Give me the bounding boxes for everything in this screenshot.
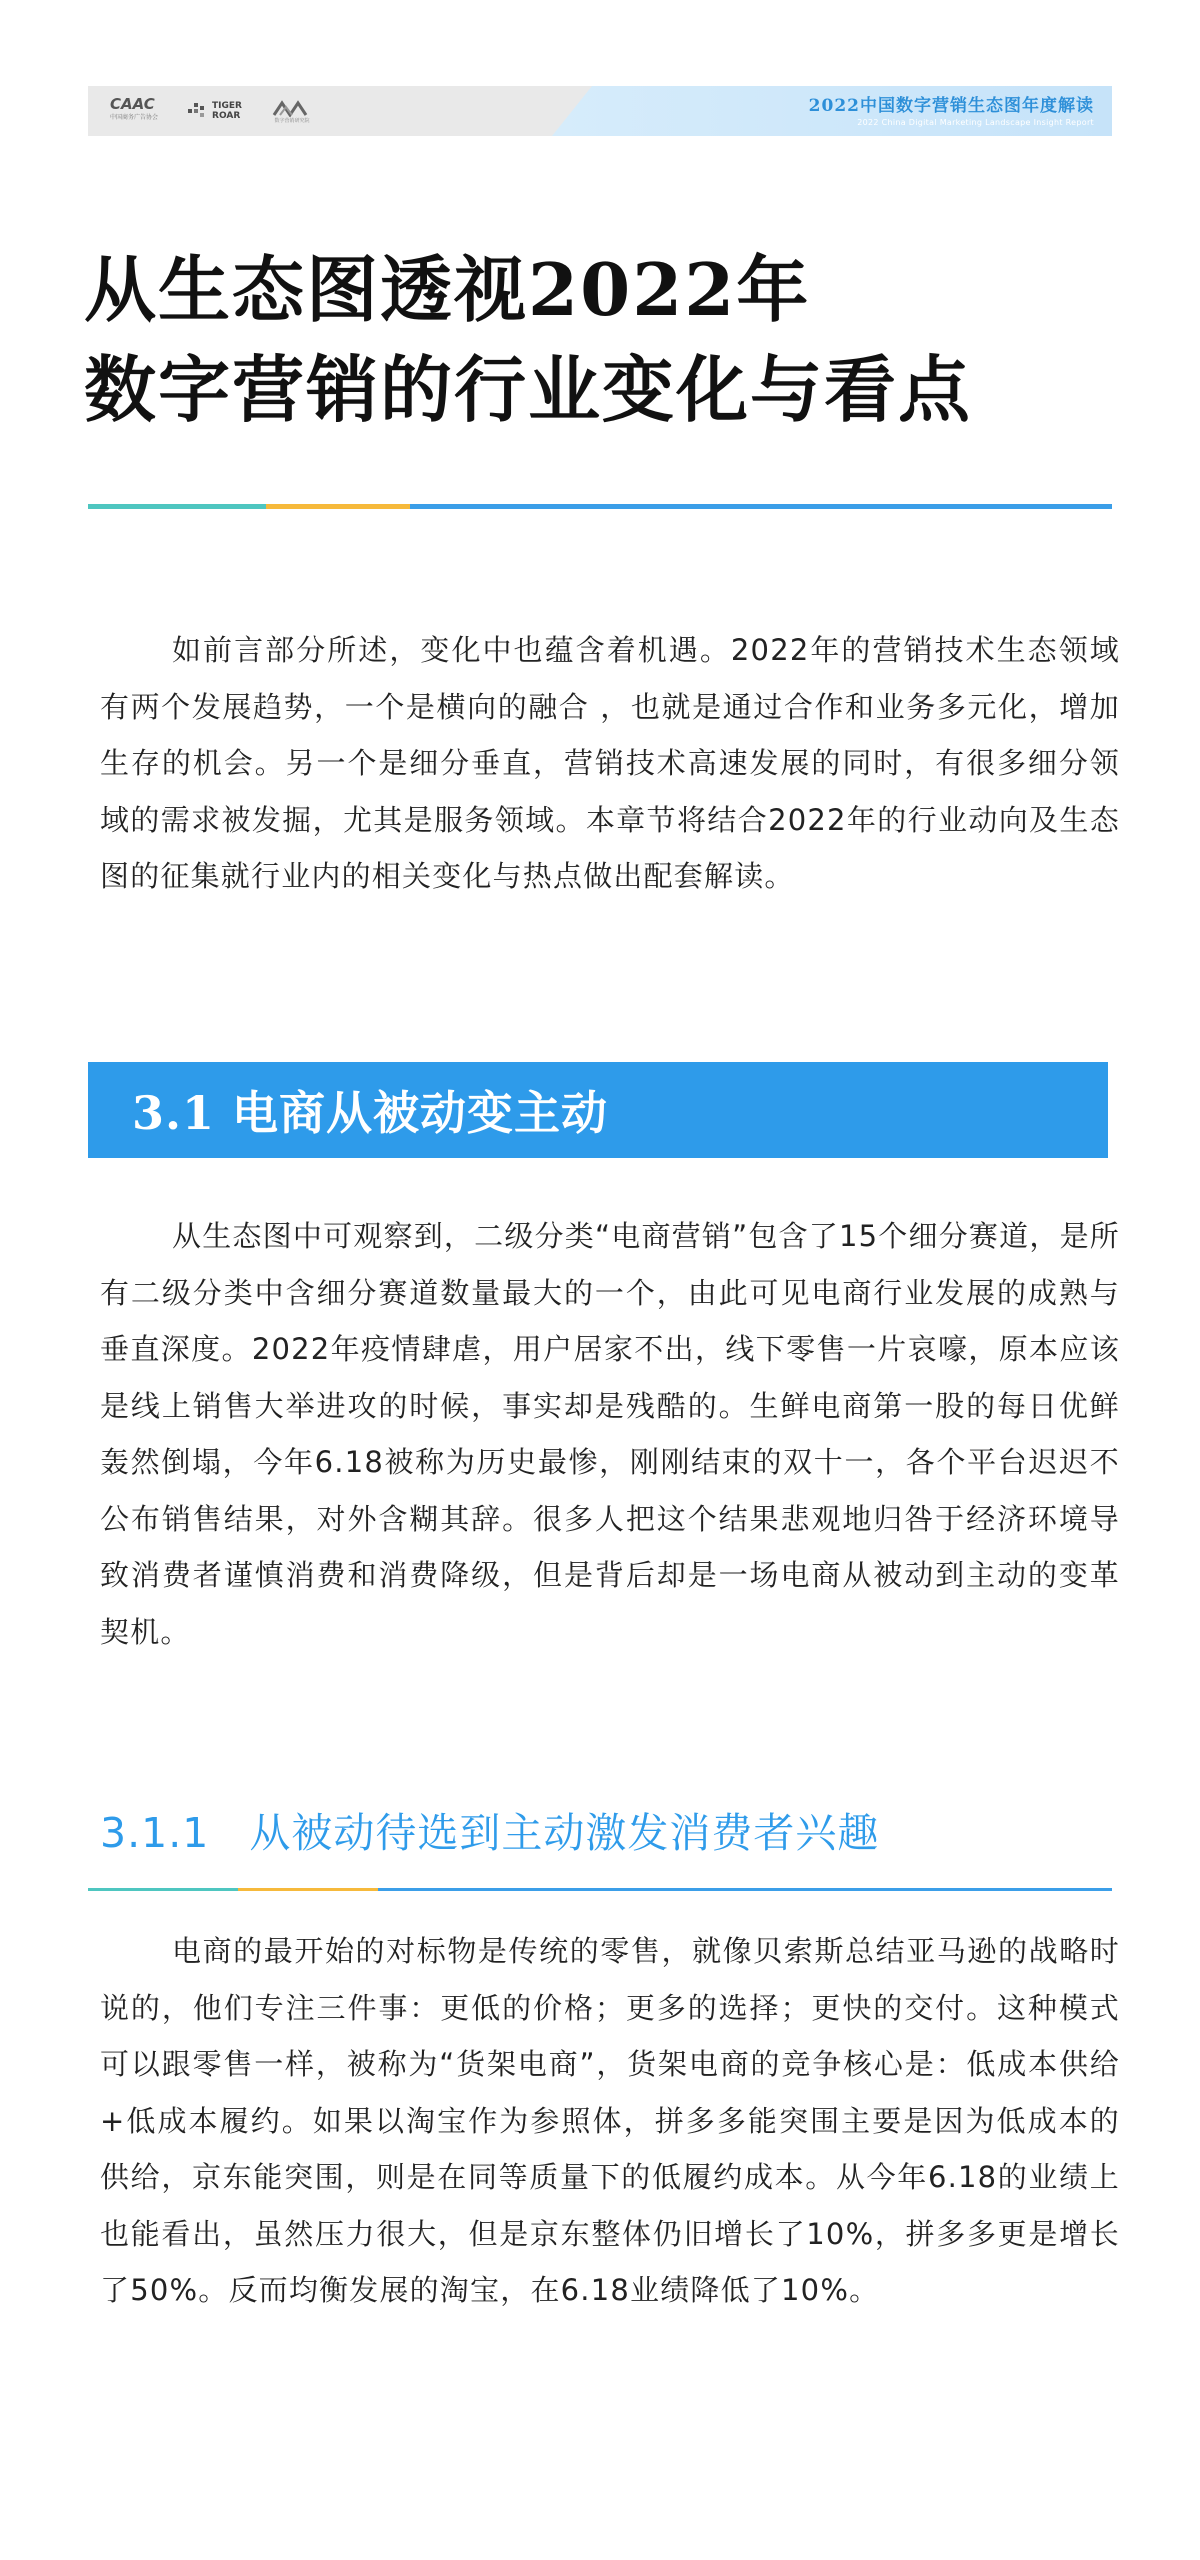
subsection-divider (88, 1888, 1112, 1891)
title-divider (88, 504, 1112, 509)
mountain-mark-icon (272, 99, 312, 117)
caac-logo: CAAC 中国商务广告协会 (110, 95, 159, 121)
page-title (84, 240, 1144, 440)
section-heading: 3.1 电商从被动变主动 (132, 1086, 609, 1140)
report-title-en: 2022 China Digital Marketing Landscape Insight Report (857, 118, 1094, 127)
section-heading-box (88, 1062, 1108, 1158)
page-title-line-1: 从生态图透视2022年 (84, 247, 811, 332)
intro-paragraph: 如前言部分所述，变化中也蕴含着机遇。2022年的营销技术生态领域有两个发展趋势，一个是横向的融合 ，也就是通过合作和业务多元化，增加生存的机会。另一个是细分垂直，营销技术高速发展的同时，有很多细分领域的需求被发掘，尤其是服务领域。本章节将结合2022年的行业动向及生态图的征集就行业内的相关变化与热点做出配套解读。 (100, 633, 1120, 893)
tiger-roar-mark-icon (188, 101, 208, 121)
report-title (809, 91, 1094, 127)
digital-marketing-institute-logo: 数字营销研究院 (272, 99, 312, 124)
report-title-cn: 2022中国数字营销生态图年度解读 (808, 96, 1094, 116)
page-title-line-2: 数字营销的行业变化与看点 (84, 347, 973, 432)
subsection-title: 从被动待选到主动激发消费者兴趣 (249, 1809, 880, 1857)
header-banner (88, 86, 1112, 136)
section-paragraph: 从生态图中可观察到，二级分类“电商营销”包含了15个细分赛道，是所有二级分类中含细分赛道数量最大的一个，由此可见电商行业发展的成熟与垂直深度。2022年疫情肆虐，用户居家不出，线下零售一片哀嚎，原本应该是线上销售大举进攻的时候，事实却是残酷的。生鲜电商第一股的每日优鲜轰然倒塌，今年6.18被称为历史最惨，刚刚结束的双十一，各个平台迟迟不公布销售结果，对外含糊其辞。很多人把这个结果悲观地归咎于经济环境导致消费者谨慎消费和消费降级，但是背后却是一场电商从被动到主动的变革契机。 (100, 1219, 1120, 1649)
subsection-heading (100, 1800, 879, 1859)
tiger-roar-logo: TIGER ROAR (188, 101, 242, 121)
partner-logos (110, 94, 312, 128)
subsection-number: 3.1.1 (100, 1809, 210, 1857)
subsection-paragraph: 电商的最开始的对标物是传统的零售，就像贝索斯总结亚马逊的战略时说的，他们专注三件事：更低的价格；更多的选择；更快的交付。这种模式可以跟零售一样，被称为“货架电商”，货架电商的竞争核心是：低成本供给+低成本履约。如果以淘宝作为参照体，拼多多能突围主要是因为低成本的供给，京东能突围，则是在同等质量下的低履约成本。从今年6.18的业绩上也能看出，虽然压力很大，但是京东整体仍旧增长了10%，拼多多更是增长了50%。反而均衡发展的淘宝，在6.18业绩降低了10%。 (100, 1934, 1120, 2307)
